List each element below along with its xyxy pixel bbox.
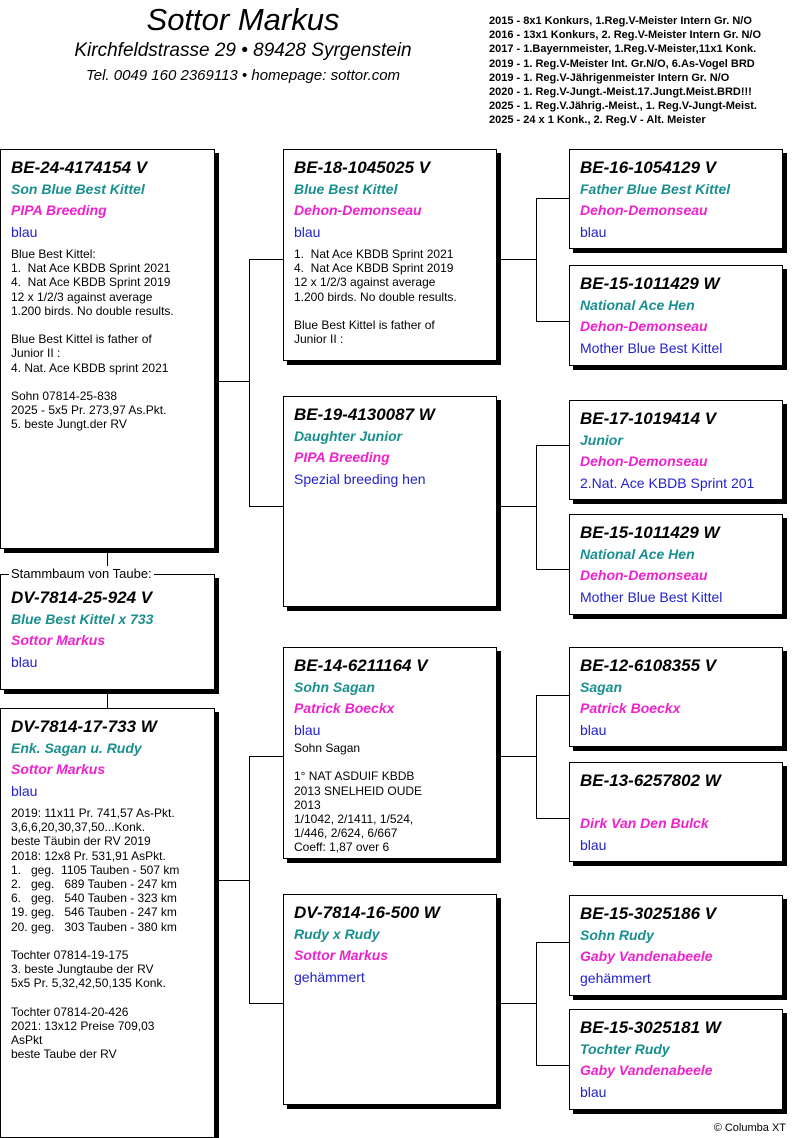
breeder: Dehon-Demonseau	[294, 202, 422, 218]
connector-line	[249, 1003, 283, 1004]
pigeon-name: Sohn Rudy	[580, 927, 654, 943]
ring-number: BE-17-1019414 V	[580, 409, 717, 428]
connector-line	[215, 880, 249, 881]
connector-line	[536, 321, 569, 322]
pigeon-notes: Sohn Sagan 1° NAT ASDUIF KBDB 2013 SNELHEID OUDE 2013 1/1042, 2/1411, 1/524, 1/446, 2/624, 6/667 Coeff: 1,87 over 6	[294, 741, 423, 855]
pigeon-color: blau	[11, 224, 38, 240]
ring-number: BE-12-6108355 V	[580, 656, 717, 675]
connector-line	[536, 818, 569, 819]
breeder: Patrick Boeckx	[580, 700, 681, 716]
connector-line	[249, 756, 283, 757]
pigeon-color: blau	[580, 722, 607, 738]
pigeon-name: Son Blue Best Kittel	[11, 181, 145, 197]
pigeon-color: Spezial breeding hen	[294, 471, 426, 487]
pigeon-name: National Ace Hen	[580, 546, 695, 562]
connector-line	[536, 445, 537, 569]
pigeon-name: Tochter Rudy	[580, 1041, 670, 1057]
connector-line	[536, 942, 569, 943]
pigeon-name	[580, 792, 772, 813]
breeder: Patrick Boeckx	[294, 700, 395, 716]
pigeon-color: blau	[580, 224, 607, 240]
achievement-line: 2025 - 1. Reg.V.Jährig.-Meist., 1. Reg.V-Jungt-Meist.	[489, 100, 757, 113]
breeder: Gaby Vandenabeele	[580, 948, 713, 964]
ring-number: BE-13-6257802 W	[580, 771, 721, 790]
pedigree-card-mmf[interactable]	[569, 895, 783, 996]
pigeon-color: blau	[580, 1084, 607, 1100]
pigeon-color: blau	[580, 837, 607, 853]
connector-line	[536, 198, 569, 199]
ring-number: BE-24-4174154 V	[11, 158, 148, 177]
pedigree-card-mff[interactable]	[569, 647, 783, 747]
pigeon-name: Sagan	[580, 679, 623, 695]
pigeon-notes: Blue Best Kittel: 1. Nat Ace KBDB Sprint 2021 4. Nat Ace KBDB Sprint 2019 12 x 1/2/3 against average 1.200 birds. No double results. Blue Best Kittel is father of Junior II : 4. Nat. Ace KBDB sprint 2021 Sohn 07814-25-838 2025 - 5x5 Pr. 273,97 As.Pkt. 5. beste Jungt.der RV	[11, 247, 174, 432]
breeder: Sottor Markus	[294, 947, 389, 963]
breeder: Dirk Van Den Bulck	[580, 815, 709, 831]
achievement-line: 2017 - 1.Bayernmeister, 1.Reg.V-Meister,11x1 Konk.	[489, 43, 757, 56]
breeder: Dehon-Demonseau	[580, 567, 708, 583]
breeder-contact: Tel. 0049 160 2369113 • homepage: sottor.com	[85, 67, 401, 84]
pigeon-color: gehämmert	[294, 969, 365, 985]
ring-number: BE-15-3025181 W	[580, 1018, 721, 1037]
pedigree-card-mfm[interactable]	[569, 762, 783, 862]
connector-line	[215, 381, 249, 382]
breeder-address: Kirchfeldstrasse 29 • 89428 Syrgenstein	[74, 40, 412, 61]
pedigree-card-fm[interactable]	[283, 396, 497, 607]
pedigree-card-fff[interactable]	[569, 149, 783, 249]
connector-line	[497, 506, 536, 507]
ring-number: BE-15-3025186 V	[580, 904, 717, 923]
pedigree-card-mother[interactable]	[0, 708, 215, 1138]
connector-line	[249, 259, 283, 260]
pigeon-color: blau	[11, 654, 38, 670]
connector-line	[497, 259, 536, 260]
ring-number: DV-7814-25-924 V	[11, 588, 153, 607]
pigeon-color: blau	[294, 722, 321, 738]
breeder: PIPA Breeding	[294, 449, 390, 465]
pigeon-name: Father Blue Best Kittel	[580, 181, 731, 197]
pedigree-card-ff[interactable]	[283, 149, 497, 361]
pedigree-card-ffm[interactable]	[569, 265, 783, 366]
pigeon-color: 2.Nat. Ace KBDB Sprint 201	[580, 475, 755, 491]
achievement-line: 2020 - 1. Reg.V-Jungt.-Meist.17.Jungt.Meist.BRD!!!	[489, 86, 752, 99]
pedigree-label: Stammbaum von Taube:	[11, 566, 152, 581]
pedigree-card-mf[interactable]	[283, 647, 497, 859]
pigeon-name: Blue Best Kittel x 733	[11, 611, 154, 627]
ring-number: BE-14-6211164 V	[294, 656, 428, 675]
pigeon-color: Mother Blue Best Kittel	[580, 589, 723, 605]
connector-line	[249, 756, 250, 1004]
connector-line	[536, 569, 569, 570]
pigeon-name: Rudy x Rudy	[294, 926, 380, 942]
pigeon-name: Blue Best Kittel	[294, 181, 398, 197]
connector-line	[107, 690, 108, 708]
achievements-list	[489, 14, 761, 128]
connector-line	[536, 198, 537, 321]
breeder: PIPA Breeding	[11, 202, 107, 218]
pigeon-color: gehämmert	[580, 970, 651, 986]
pedigree-card-fmf[interactable]	[569, 400, 783, 500]
breeder: Sottor Markus	[11, 632, 106, 648]
pigeon-color: blau	[294, 224, 321, 240]
achievement-line: 2019 - 1. Reg.V-Meister Int. Gr.N/O, 6.As-Vogel BRD	[489, 57, 755, 70]
pigeon-color: Mother Blue Best Kittel	[580, 340, 723, 356]
pigeon-name: Daughter Junior	[294, 428, 403, 444]
achievement-line: 2025 - 24 x 1 Konk., 2. Reg.V - Alt. Meister	[489, 114, 706, 127]
breeder: Dehon-Demonseau	[580, 453, 708, 469]
connector-line	[536, 695, 537, 818]
pedigree-card-subject[interactable]	[0, 574, 215, 690]
pigeon-name: Enk. Sagan u. Rudy	[11, 740, 142, 756]
pigeon-name: Junior	[580, 432, 623, 448]
pigeon-notes: 1. Nat Ace KBDB Sprint 2021 4. Nat Ace KBDB Sprint 2019 12 x 1/2/3 against average 1.200 birds. No double results. Blue Best Kittel is father of Junior II :	[294, 247, 457, 347]
pigeon-name: National Ace Hen	[580, 297, 695, 313]
ring-number: BE-19-4130087 W	[294, 405, 435, 424]
breeder: Sottor Markus	[11, 761, 106, 777]
connector-line	[536, 1065, 569, 1066]
pedigree-card-mm[interactable]	[283, 894, 497, 1105]
ring-number: BE-18-1045025 V	[294, 158, 431, 177]
breeder: Gaby Vandenabeele	[580, 1062, 713, 1078]
connector-line	[497, 756, 536, 757]
pigeon-notes: 2019: 11x11 Pr. 741,57 As-Pkt. 3,6,6,20,30,37,50...Konk. beste Täubin der RV 2019 2018: 12x8 Pr. 531,91 AsPkt. 1. geg. 1105 Tauben - 507 km 2. geg. 689 Tauben - 247 km 6. geg. 540 Tauben - 323 km 19. geg. 546 Tauben - 247 km 20. geg. 303 Tauben - 380 km Tochter 07814-19-175 3. beste Jungtaube der RV 5x5 Pr. 5,32,42,50,135 Konk. Tochter 07814-20-426 2021: 13x12 Preise 709,03 AsPkt beste Taube der RV	[11, 806, 180, 1062]
connector-line	[497, 1003, 536, 1004]
pigeon-name: Sohn Sagan	[294, 679, 375, 695]
copyright-notice: © Columba XT	[713, 1122, 786, 1134]
ring-number: BE-16-1054129 V	[580, 158, 717, 177]
breeder-name: Sottor Markus	[146, 2, 340, 37]
ring-number: BE-15-1011429 W	[580, 274, 720, 293]
connector-line	[249, 259, 250, 507]
pedigree-card-mmm[interactable]	[569, 1009, 783, 1110]
ring-number: DV-7814-16-500 W	[294, 903, 440, 922]
pedigree-card-father[interactable]	[0, 149, 215, 549]
ring-number: BE-15-1011429 W	[580, 523, 720, 542]
pedigree-card-fmm[interactable]	[569, 514, 783, 615]
ring-number: DV-7814-17-733 W	[11, 717, 157, 736]
breeder: Dehon-Demonseau	[580, 202, 708, 218]
pigeon-color: blau	[11, 783, 38, 799]
breeder: Dehon-Demonseau	[580, 318, 708, 334]
connector-line	[249, 506, 283, 507]
achievement-line: 2016 - 13x1 Konkurs, 2. Reg.V-Meister Intern Gr. N/O	[489, 29, 762, 42]
connector-line	[536, 445, 569, 446]
connector-line	[536, 942, 537, 1065]
connector-line	[536, 695, 569, 696]
achievement-line: 2015 - 8x1 Konkurs, 1.Reg.V-Meister Intern Gr. N/O	[489, 15, 752, 27]
achievement-line: 2019 - 1. Reg.V-Jährigenmeister Intern Gr. N/O	[489, 71, 730, 84]
